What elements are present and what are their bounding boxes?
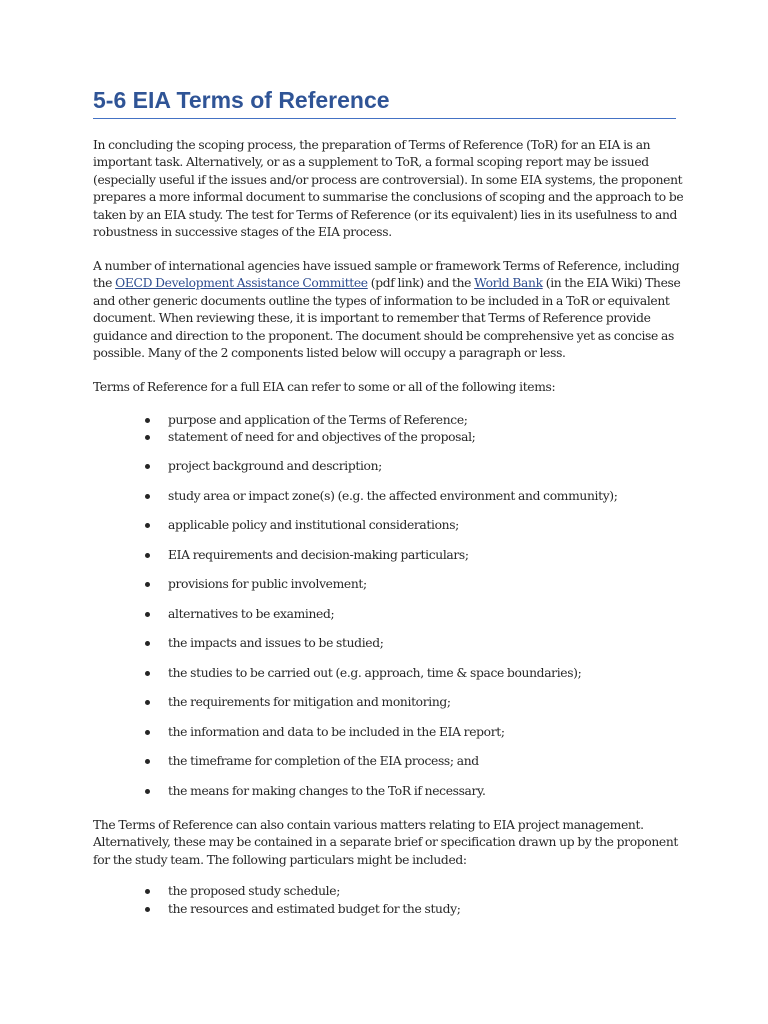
bullet-icon: [145, 494, 150, 499]
intro-paragraph: [93, 137, 684, 241]
list-item-text: statement of need for and objectives of the proposal;: [168, 430, 476, 444]
bullet-icon: [145, 671, 150, 676]
text-line: In concluding the scoping process, the preparation of Terms of Reference (ToR) for an EIA is an: [93, 138, 651, 152]
bullet-icon: [145, 418, 150, 423]
oecd-dac-link[interactable]: OECD Development Assistance Committee: [115, 276, 368, 291]
text-line: document. When reviewing these, it is important to remember that Terms of Reference provide: [93, 311, 651, 326]
text-fragment: the: [93, 276, 116, 291]
list-item-text: EIA requirements and decision-making particulars;: [168, 548, 469, 562]
list-item-text: the resources and estimated budget for the study;: [168, 902, 461, 916]
page-title: 5-6 EIA Terms of Reference: [93, 87, 390, 113]
list-item-text: the studies to be carried out (e.g. approach, time & space boundaries);: [168, 666, 582, 680]
text-line-with-links: [93, 275, 681, 292]
text-line: A number of international agencies have issued sample or framework Terms of Reference, including: [93, 259, 680, 273]
text-line: prepares a more informal document to summarise the conclusions of scoping and the approach to be: [93, 190, 684, 205]
text-line: taken by an EIA study. The test for Terms of Reference (or its equivalent) lies in its usefulness to and: [93, 207, 678, 222]
bullet-icon: [145, 612, 150, 617]
list-item-text: the information and data to be included in the EIA report;: [168, 725, 505, 739]
list-item-text: the impacts and issues to be studied;: [168, 636, 384, 650]
list-item-text: applicable policy and institutional considerations;: [168, 518, 459, 532]
bullet-icon: [145, 523, 150, 528]
text-line: for the study team. The following particulars might be included:: [93, 852, 467, 867]
text-line: guidance and direction to the proponent. The document should be comprehensive yet as concise as: [93, 328, 674, 343]
text-line: The Terms of Reference can also contain various matters relating to EIA project management.: [93, 818, 644, 832]
bullet-icon: [145, 789, 150, 794]
text-line: and other generic documents outline the types of information to be included in a ToR or equivalent: [93, 293, 670, 308]
text-line: important task. Alternatively, or as a supplement to ToR, a formal scoping report may be issued: [93, 155, 649, 170]
list-item-text: project background and description;: [168, 459, 382, 473]
list-item-text: study area or impact zone(s) (e.g. the affected environment and community);: [168, 489, 618, 503]
list-item-text: the timeframe for completion of the EIA process; and: [168, 754, 479, 768]
bullet-icon: [145, 553, 150, 558]
text-fragment: (in the EIA Wiki) These: [542, 276, 681, 291]
bullet-icon: [145, 700, 150, 705]
text-line: Terms of Reference for a full EIA can refer to some or all of the following items:: [93, 380, 556, 394]
list-item-text: the means for making changes to the ToR if necessary.: [168, 784, 486, 798]
management-paragraph: [93, 817, 677, 869]
list-item-text: purpose and application of the Terms of Reference;: [168, 413, 468, 427]
title-underline: [93, 118, 676, 119]
list-item-text: the requirements for mitigation and monitoring;: [168, 695, 451, 709]
list-item-text: provisions for public involvement;: [168, 577, 367, 591]
agencies-paragraph: [93, 258, 681, 362]
text-fragment: (pdf link) and the: [367, 276, 475, 291]
world-bank-link[interactable]: World Bank: [474, 276, 543, 291]
text-line: possible. Many of the 2 components listed below will occupy a paragraph or less.: [93, 346, 566, 361]
list-item-text: alternatives to be examined;: [168, 607, 335, 621]
items-intro-paragraph: [93, 379, 677, 396]
text-line: (especially useful if the issues and/or process are controversial). In some EIA systems, the proponent: [93, 172, 683, 187]
text-line: robustness in successive stages of the EIA process.: [93, 225, 392, 240]
bullet-icon: [145, 641, 150, 646]
text-line: Alternatively, these may be contained in a separate brief or specification drawn up by the proponent: [93, 835, 678, 850]
bullet-icon: [145, 464, 150, 469]
bullet-icon: [145, 582, 150, 587]
bullet-icon: [145, 889, 150, 894]
bullet-icon: [145, 435, 150, 440]
bullet-icon: [145, 759, 150, 764]
bullet-icon: [145, 730, 150, 735]
list-item-text: the proposed study schedule;: [168, 884, 340, 898]
bullet-icon: [145, 907, 150, 912]
